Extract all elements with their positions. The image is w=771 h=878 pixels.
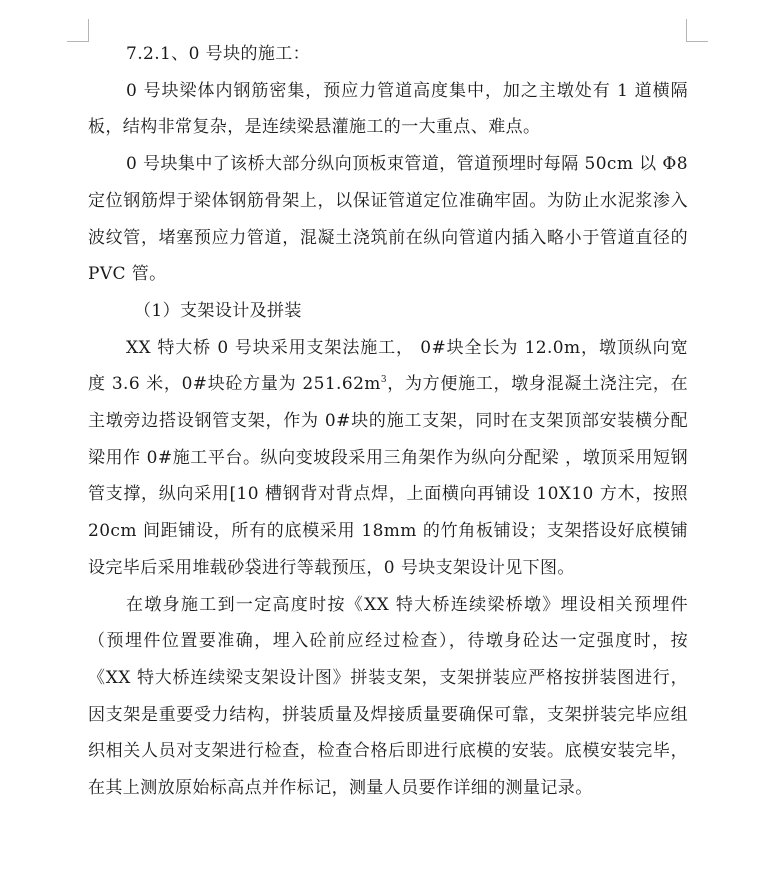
paragraph-1: 0 号块梁体内钢筋密集，预应力管道高度集中，加之主墩处有 1 道横隔板，结构非常复杂，是连续梁悬灌施工的一大重点、难点。: [88, 80, 688, 138]
superscript-cubic: 3: [380, 375, 387, 386]
paragraph-4: 在墩身施工到一定高度时按《XX 特大桥连续梁桥墩》埋设相关预埋件（预埋件位置要准确，埋入砼前应经过检查），待墩身砼达一定强度时，按《XX 特大桥连续梁支架设计图》拼装支架，支架拼装应严格按拼装图进行，因支架是重要受力结构，拼装质量及焊接质量要确保可靠，支架拼装完毕应组织相关人员对支架进行检查，检查合格后即进行底模的安装。底模安装完毕，在其上测放原始标高点并作标记，测量人员要作详细的测量记录。: [88, 594, 688, 799]
section-heading: 7.2.1、0 号块的施工：: [126, 44, 311, 64]
document-body: [88, 36, 688, 807]
sub-heading: （1）支架设计及拼装: [134, 300, 302, 321]
paragraph-2: 0 号块集中了该桥大部分纵向顶板束管道，管道预埋时每隔 50cm 以 Φ8 定位钢筋焊于梁体钢筋骨架上，以保证管道定位准确牢固。为防止水泥浆渗入波纹管，堵塞预应力管道，混凝土浇筑前在纵向管道内插入略小于管道直径的 PVC 管。: [88, 154, 688, 285]
paragraph-3: [88, 330, 688, 587]
margin-corner-mark-left: [67, 19, 89, 42]
paragraph-3-text-a: XX 特大桥 0 号块采用支架法施工， 0#块全长为 12.0m，墩顶纵向宽度 3.6 米，0#块砼方量为 251.62m: [88, 337, 688, 395]
paragraph-3-text-b: ，为方便施工，墩身混凝土浇注完，在主墩旁边搭设钢管支架，作为 0#块的施工支架，同时在支架顶部安装横分配梁用作 0#施工平台。纵向变坡段采用三角架作为纵向分配梁 ，墩顶采用短钢管支撑，纵向采用[10 槽钢背对背点焊，上面横向再铺设 10X10 方木，按照 20cm 间距铺设，所有的底模采用 18mm 的竹角板铺设；支架搭设好底模铺设完毕后采用堆载砂袋进行等载预压，0 号块支架设计见下图。: [88, 374, 688, 578]
margin-corner-mark-right: [686, 19, 708, 42]
